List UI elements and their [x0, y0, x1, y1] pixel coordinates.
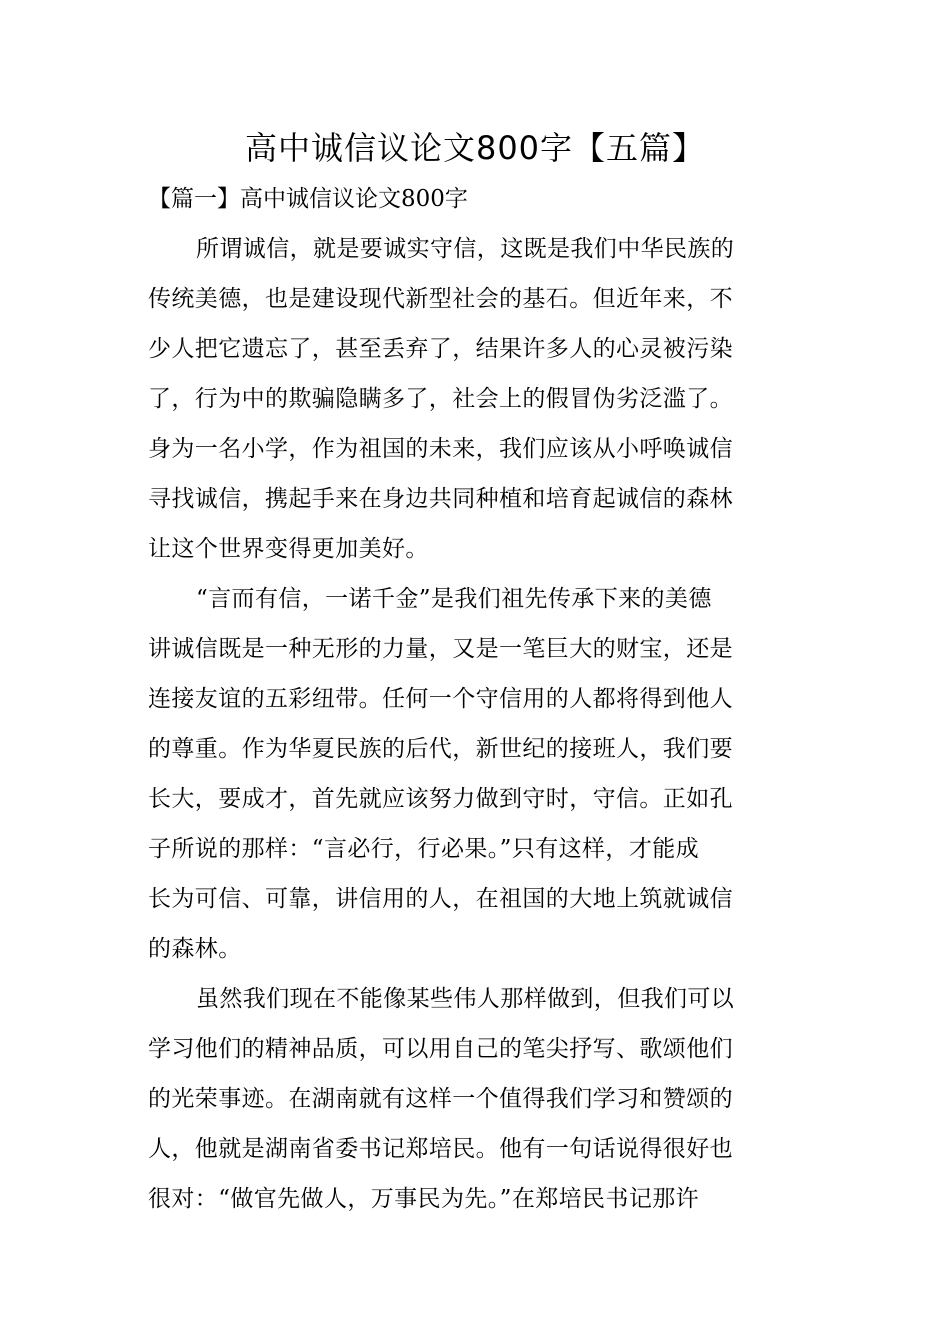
section-heading: 【篇一】高中诚信议论文800字	[148, 186, 468, 212]
paragraph-line: 寻找诚信，携起手来在身边共同种植和培育起诚信的森林	[148, 486, 733, 512]
paragraph-line: 传统美德，也是建设现代新型社会的基石。但近年来，不	[148, 286, 733, 312]
paragraph-line: 的森林。	[148, 936, 242, 962]
document-title: 高中诚信议论文800字【五篇】	[244, 129, 706, 167]
paragraph-line: 学习他们的精神品质，可以用自己的笔尖抒写、歌颂他们	[148, 1036, 733, 1062]
paragraph-line: 了，行为中的欺骗隐瞒多了，社会上的假冒伪劣泛滥了。	[148, 386, 733, 412]
paragraph-line: 讲诚信既是一种无形的力量，又是一笔巨大的财宝，还是	[148, 636, 733, 662]
paragraph-line: 让这个世界变得更加美好。	[148, 536, 429, 562]
paragraph-line: 长为可信、可靠，讲信用的人，在祖国的大地上筑就诚信	[148, 886, 733, 912]
paragraph-line: 连接友谊的五彩纽带。任何一个守信用的人都将得到他人	[148, 686, 733, 712]
paragraph-line: 所谓诚信，就是要诚实守信，这既是我们中华民族的	[196, 236, 735, 262]
paragraph-line: 人，他就是湖南省委书记郑培民。他有一句话说得很好也	[148, 1136, 733, 1162]
paragraph-line: 的尊重。作为华夏民族的后代，新世纪的接班人，我们要	[148, 736, 733, 762]
paragraph-line: 少人把它遗忘了，甚至丢弃了，结果许多人的心灵被污染	[148, 336, 733, 362]
paragraph-line: 子所说的那样：“言必行，行必果。”只有这样，才能成	[148, 836, 700, 862]
paragraph-line: 的光荣事迹。在湖南就有这样一个值得我们学习和赞颂的	[148, 1086, 733, 1112]
paragraph-line: 身为一名小学，作为祖国的未来，我们应该从小呼唤诚信	[148, 436, 733, 462]
paragraph-line: “言而有信，一诺千金”是我们祖先传承下来的美德	[196, 586, 712, 612]
paragraph-line: 长大，要成才，首先就应该努力做到守时，守信。正如孔	[148, 786, 733, 812]
paragraph-line: 虽然我们现在不能像某些伟人那样做到，但我们可以	[196, 986, 735, 1012]
paragraph-line: 很对：“做官先做人，万事民为先。”在郑培民书记那许	[148, 1186, 700, 1212]
